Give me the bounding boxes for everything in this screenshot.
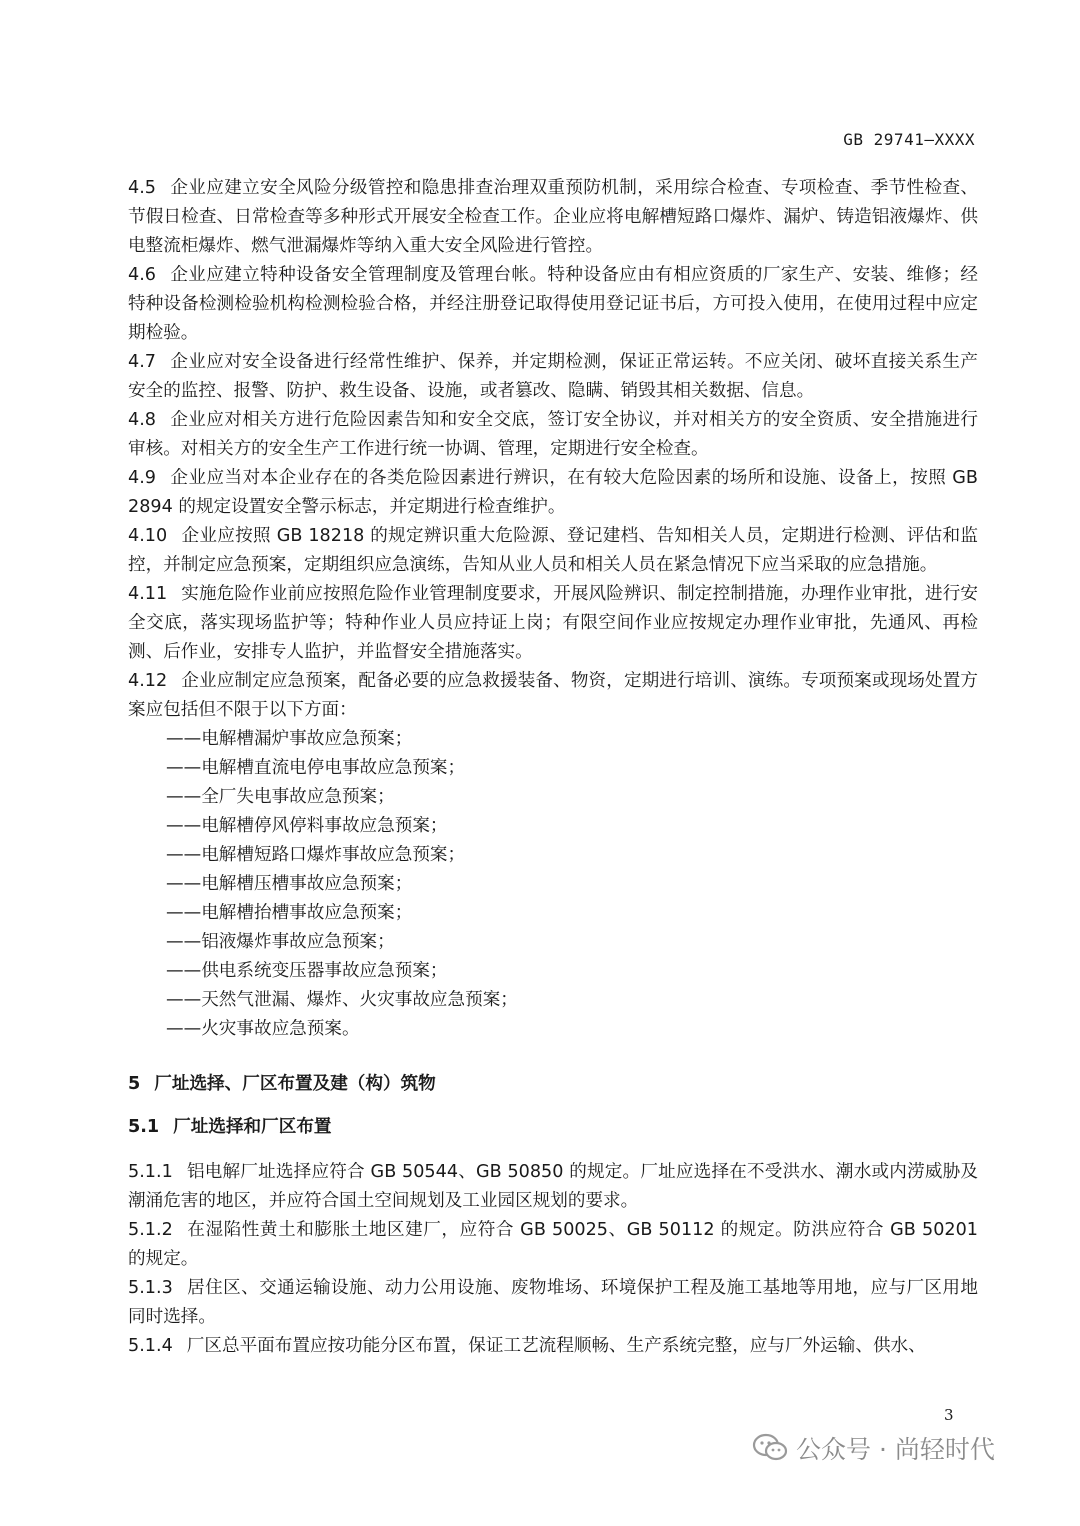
list-item: ——火灾事故应急预案。	[166, 1019, 360, 1039]
wechat-icon	[752, 1433, 788, 1463]
section-title: 厂址选择、厂区布置及建（构）筑物	[154, 1074, 436, 1094]
section-number: 5	[128, 1074, 141, 1094]
clause-5-1-3	[128, 1274, 978, 1332]
list-item: ——电解槽短路口爆炸事故应急预案；	[166, 845, 466, 865]
list-item: ——全厂失电事故应急预案；	[166, 787, 395, 807]
clause-number: 4.8	[128, 410, 156, 430]
clause-number: 5.1.4	[128, 1336, 173, 1356]
clause-text: 企业应建立安全风险分级管控和隐患排查治理双重预防机制，采用综合检查、专项检查、季节性检查、节假日检查、日常检查等多种形式开展安全检查工作。企业应将电解槽短路口爆炸、漏炉、铸造铝液爆炸、供电整流柜爆炸、燃气泄漏爆炸等纳入重大安全风险进行管控。	[128, 178, 978, 256]
clause-number: 5.1.1	[128, 1162, 173, 1182]
list-item: ——电解槽漏炉事故应急预案；	[166, 729, 413, 749]
clause-text: 企业应对相关方进行危险因素告知和安全交底，签订安全协议，并对相关方的安全资质、安全措施进行审核。对相关方的安全生产工作进行统一协调、管理，定期进行安全检查。	[128, 410, 978, 459]
clause-text: 厂区总平面布置应按功能分区布置，保证工艺流程顺畅、生产系统完整，应与厂外运输、供水、	[186, 1336, 926, 1356]
clause-5-1-4	[128, 1332, 978, 1361]
emergency-plan-list	[128, 725, 978, 1044]
clause-number: 4.12	[128, 671, 168, 691]
clause-4-11	[128, 580, 978, 667]
subsection-number: 5.1	[128, 1117, 160, 1137]
list-item: ——天然气泄漏、爆炸、火灾事故应急预案；	[166, 990, 518, 1010]
watermark	[752, 1428, 995, 1468]
section-heading	[128, 1070, 978, 1099]
clause-4-7	[128, 348, 978, 406]
clause-text: 铝电解厂址选择应符合 GB 50544、GB 50850 的规定。厂址应选择在不受洪水、潮水或内涝威胁及潮涌危害的地区，并应符合国土空间规划及工业园区规划的要求。	[128, 1162, 978, 1211]
list-item: ——电解槽直流电停电事故应急预案；	[166, 758, 466, 778]
clause-number: 4.5	[128, 178, 156, 198]
subsection-title: 厂址选择和厂区布置	[173, 1117, 332, 1137]
clause-text: 企业应对安全设备进行经常性维护、保养，并定期检测，保证正常运转。不应关闭、破坏直接关系生产安全的监控、报警、防护、救生设备、设施，或者篡改、隐瞒、销毁其相关数据、信息。	[128, 352, 978, 401]
list-item: ——电解槽抬槽事故应急预案；	[166, 903, 413, 923]
list-item: ——电解槽压槽事故应急预案；	[166, 874, 413, 894]
clause-text: 企业应按照 GB 18218 的规定辨识重大危险源、登记建档、告知相关人员，定期进行检测、评估和监控，并制定应急预案，定期组织应急演练，告知从业人员和相关人员在紧急情况下应当采取的应急措施。	[128, 526, 978, 575]
clause-text: 实施危险作业前应按照危险作业管理制度要求，开展风险辨识、制定控制措施，办理作业审批，进行安全交底，落实现场监护等；特种作业人员应持证上岗；有限空间作业应按规定办理作业审批，先通风、再检测、后作业，安排专人监护，并监督安全措施落实。	[128, 584, 978, 662]
clause-text: 居住区、交通运输设施、动力公用设施、废物堆场、环境保护工程及施工基地等用地，应与厂区用地同时选择。	[128, 1278, 978, 1327]
list-item: ——铝液爆炸事故应急预案；	[166, 932, 395, 952]
clause-4-12	[128, 667, 978, 725]
list-item: ——电解槽停风停料事故应急预案；	[166, 816, 448, 836]
clause-number: 4.11	[128, 584, 168, 604]
clause-text: 在湿陷性黄土和膨胀土地区建厂，应符合 GB 50025、GB 50112 的规定。防洪应符合 GB 50201 的规定。	[128, 1220, 978, 1269]
clause-number: 4.7	[128, 352, 156, 372]
clause-4-8	[128, 406, 978, 464]
clause-4-5	[128, 174, 978, 261]
clause-5-1-1	[128, 1158, 978, 1216]
clause-number: 4.10	[128, 526, 168, 546]
subsection-heading	[128, 1113, 978, 1142]
clause-text: 企业应建立特种设备安全管理制度及管理台帐。特种设备应由有相应资质的厂家生产、安装、维修；经特种设备检测检验机构检测检验合格，并经注册登记取得使用登记证书后，方可投入使用，在使用过程中应定期检验。	[128, 265, 978, 343]
clause-4-6	[128, 261, 978, 348]
watermark-text: 公众号 · 尚轻时代	[796, 1435, 995, 1464]
document-body	[128, 174, 978, 1361]
clause-text: 企业应制定应急预案，配备必要的应急救援装备、物资，定期进行培训、演练。专项预案或现场处置方案应包括但不限于以下方面：	[128, 671, 978, 720]
header-code: GB 29741—XXXX	[843, 130, 975, 149]
clause-4-9	[128, 464, 978, 522]
clause-number: 4.6	[128, 265, 156, 285]
clause-number: 4.9	[128, 468, 156, 488]
clause-number: 5.1.2	[128, 1220, 173, 1240]
page-number: 3	[944, 1406, 954, 1424]
clause-4-10	[128, 522, 978, 580]
clause-number: 5.1.3	[128, 1278, 173, 1298]
clause-text: 企业应当对本企业存在的各类危险因素进行辨识，在有较大危险因素的场所和设施、设备上，按照 GB 2894 的规定设置安全警示标志，并定期进行检查维护。	[128, 468, 978, 517]
list-item: ——供电系统变压器事故应急预案；	[166, 961, 448, 981]
clause-5-1-2	[128, 1216, 978, 1274]
